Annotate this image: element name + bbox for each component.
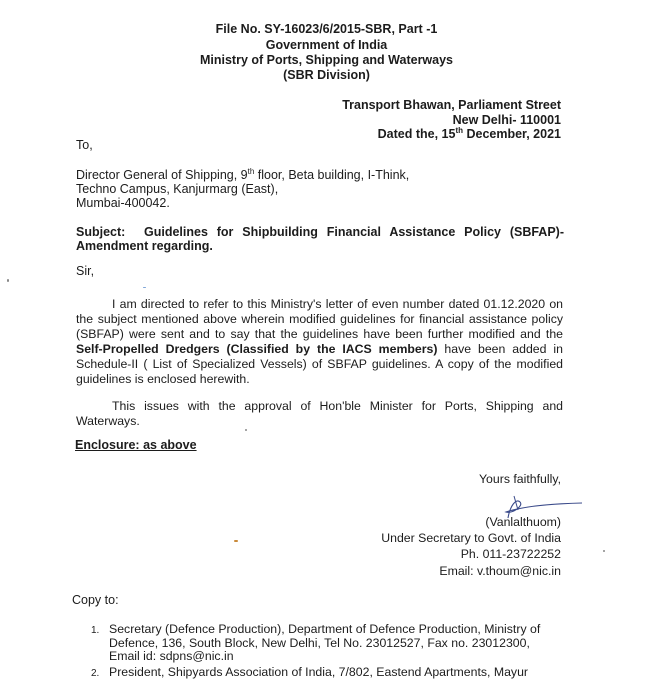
copy-item-2: [109, 666, 528, 680]
copy-item-1-line-1: Secretary (Defence Production), Department of Defence Production, Ministry of: [109, 622, 541, 636]
recipient-line-1-a: Director General of Shipping, 9: [76, 168, 248, 182]
signatory-designation: Under Secretary to Govt. of India: [381, 531, 561, 545]
enclosure-note: Enclosure: as above: [75, 438, 197, 452]
copy-to-label: Copy to:: [72, 593, 119, 607]
paragraph-2-line-1: This issues with the approval of Hon'ble Minister for Ports, Shipping and: [112, 399, 563, 413]
recipient-line-2: Techno Campus, Kanjurmarg (East),: [76, 182, 279, 196]
salutation: Sir,: [76, 264, 95, 278]
scan-speck: [245, 429, 247, 431]
address-city: New Delhi- 110001: [452, 113, 561, 127]
to-label: To,: [76, 138, 93, 152]
recipient-line-1-b: floor, Beta building, I-Think,: [254, 168, 410, 182]
recipient-line-1-sup: th: [247, 167, 255, 176]
recipient-line-3: Mumbai-400042.: [76, 196, 170, 210]
paragraph-2-line-2: Waterways.: [76, 414, 140, 428]
signatory-phone: Ph. 011-23722252: [460, 547, 561, 561]
copy-item-1-number: 1.: [91, 625, 100, 636]
subject-line-1: Guidelines for Shipbuilding Financial Assistance Policy (SBFAP)-: [144, 225, 564, 239]
paragraph-1-line-1: I am directed to refer to this Ministry's letter of even number dated 01.12.2020 on: [112, 297, 563, 311]
paragraph-1-line-2: the subject mentioned above wherein modified guidelines for financial assistance policy: [76, 312, 563, 326]
paragraph-1-line-6: guidelines is enclosed herewith.: [76, 372, 250, 386]
date-suffix: December, 2021: [463, 127, 561, 141]
paragraph-1-line-4-rest: have been added in: [437, 342, 563, 356]
paragraph-1-line-3: (SBFAP) were sent and to say that the guidelines have been further modified and the: [76, 327, 563, 341]
division-line: (SBR Division): [283, 68, 370, 82]
body-paragraph-2: [76, 399, 563, 429]
ministry-line: Ministry of Ports, Shipping and Waterways: [199, 53, 454, 67]
signatory-name: (Vanlalthuom): [485, 515, 561, 529]
government-line: Government of India: [265, 38, 388, 52]
signatory-email: Email: v.thoum@nic.in: [439, 564, 561, 578]
file-number: File No. SY-16023/6/2015-SBR, Part -1: [215, 22, 438, 36]
copy-item-1-line-2: Defence, 136, South Block, New Delhi, Tel No. 23012527, Fax no. 23012300,: [109, 635, 530, 650]
scan-speck: [234, 540, 238, 542]
letter-date: [378, 127, 561, 141]
scan-speck: [603, 550, 605, 552]
copy-item-1: [109, 623, 540, 664]
scan-speck: [7, 279, 9, 282]
address-building: Transport Bhawan, Parliament Street: [342, 98, 561, 112]
body-paragraph-1: [76, 297, 563, 387]
paragraph-1-line-5: Schedule-II ( List of Specialized Vessels) of SBFAP guidelines. A copy of the modified: [76, 357, 563, 371]
paragraph-1-bold-phrase: Self-Propelled Dredgers (Classified by the IACS members): [76, 342, 438, 356]
subject-line-2: Amendment regarding.: [76, 239, 213, 253]
closing: Yours faithfully,: [478, 472, 561, 486]
date-superscript: th: [455, 126, 463, 135]
scan-speck: [143, 287, 146, 288]
copy-item-2-line-1: President, Shipyards Association of India, 7/802, Eastend Apartments, Mayur: [109, 665, 529, 679]
recipient-line-1: [76, 168, 409, 182]
copy-item-1-line-3: Email id: sdpns@nic.in: [109, 649, 234, 663]
paragraph-1-line-4: [76, 342, 563, 357]
date-prefix: Dated the, 15: [377, 127, 456, 141]
subject-label: Subject:: [76, 225, 126, 239]
copy-item-2-number: 2.: [91, 668, 100, 679]
